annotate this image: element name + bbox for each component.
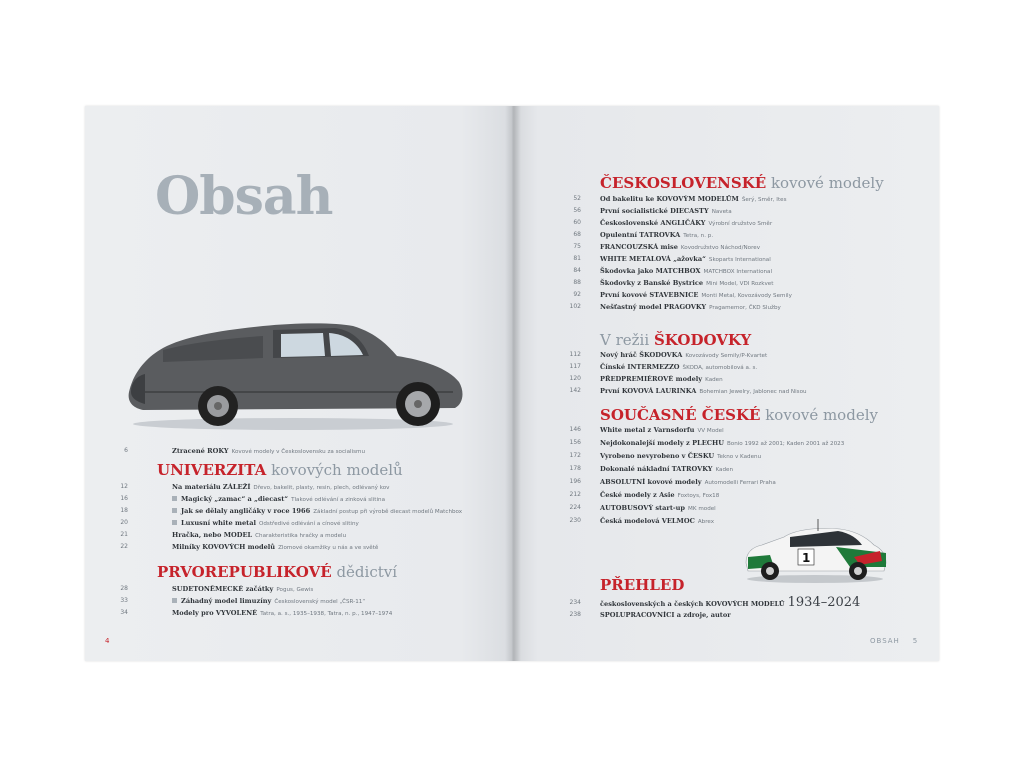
book-spread: Obsah 6 Ztracené ROKY Kovové modely v Československu za socialismu UNIVERZITA kovových modelů 12 Na materiálu ZÁLEŽÍ Dřevo, bakelit, plasty, resin, plech, odlévaný kov 16 Magický „zamac“ a „diecast“ Tlakové odlévání a zinková slitina 18 Jak se dělaly angličáky v roce 1966 Základní postup při výrobě diecast modelů Matchbox 20 Luxusní white metal Odstředivé odlévání a cínové slitiny 21 Hračka, nebo MODEL Charakteristika hračky a modelu 22 Milníky KOVOVÝCH modelů Zlomové okamžiky u nás a ve světě PRVOREPUBLIKOVÉ dědictví 28 SUDETONĚMECKÉ začátky Pogus, Gewis 33 Záhadný model limuzíny Československý model „ČSR-11“ 34 Modely pro VYVOLENÉ Tatra, a. s., 1935–1938, Tatra, n. p., 1947–1974 4 ČESKOSLOVENSKÉ kovové modely 52 Od bakelitu ke KOVOVÝM MODELŮM Šerý, Směr, Ites 56 První socialistické DIECASTY Naveta 60 Československé ANGLIČÁKY Výrobní družstvo Směr 68 Opulentní TATROVKA Tetra, n. p. 75 FRANCOUZSKÁ mise Kovodružstvo Náchod/Norev 81 WHITE METALOVÁ „ažovka“ Skoparts International 84 Škodovka jako MATCHBOX MATCHBOX International 88 Škodovky z Banské Bystrice Mini Model, VDI Rozkvet 92 První kovové STAVEBNICE Monti Metal, Kovozávody Semily 102 Nešťastný model PRAGOVKY Pragamemor, ČKD Služby V režii ŠKODOVKY 112 Nový hráč ŠKODOVKA Kovozávody Semily/P-Kvartet 117 Čínské INTERMEZZO ŠKODA, automobilová a. s. 120 PŘEDPREMIÉROVÉ modely Kaden 142 První KOVOVÁ LAURINKA Bohemian Jewelry, Jablonec nad Nisou SOUČASNÉ ČESKÉ kovové modely 146 White metal z Varnsdorfu VV Model 156 Nejdokonalejší modely z PLECHU Bonio 1992 až 2001; Kaden 2001 až 2023 172 Vyrobeno nevyrobeno v ČESKU Tekno v Kadenu 178 Dokonalé nákladní TATROVKY Kaden 196 ABSOLUTNÍ kovové modely Automodelli Ferrari Praha 212 České modely z Asie Foxtoys, Fox18 224 AUTOBUSOVÝ start-up MK model 230 Česká modelová VELMOC Abrex 1 PŘEHLED 234 československých a českých KOVOVÝCH MODELŮ 1934–2024 238 SPOLUPRACOVNÍCI a zdroje, autor OBSAH 5 — [85, 106, 939, 661]
bullet-icon — [172, 508, 177, 513]
entry-subtitle: Kovové modely v Československu za socialismu — [231, 449, 366, 455]
bullet-icon — [172, 520, 177, 525]
bullet-icon — [172, 496, 177, 501]
running-footer — [870, 637, 918, 645]
section-heading-soucasne: SOUČASNÉ ČESKÉ kovové modely — [600, 406, 878, 424]
tatra-car-icon — [123, 312, 471, 436]
section-heading-ceskoslovenske: ČESKOSLOVENSKÉ kovové modely — [600, 174, 884, 192]
section-heading-univerzita: UNIVERZITA kovových modelů — [157, 461, 403, 479]
section-heading-skodovky: V režii ŠKODOVKY — [600, 331, 752, 349]
svg-text:1: 1 — [802, 551, 811, 565]
page-number-left: 4 — [105, 637, 110, 645]
section-heading-prvorepublikove: PRVOREPUBLIKOVÉ dědictví — [157, 563, 398, 581]
page-number: 6 — [124, 447, 128, 454]
rally-car-icon — [740, 517, 890, 585]
bullet-icon — [172, 598, 177, 603]
page-number-right: 5 — [912, 637, 919, 645]
section-heading-prehled: PŘEHLED — [600, 576, 685, 594]
book-gutter — [505, 106, 521, 661]
page-title: Obsah — [155, 166, 333, 227]
footer-section-label: OBSAH — [870, 637, 900, 645]
entry-title: Ztracené ROKY — [172, 447, 229, 455]
years-range: 1934–2024 — [787, 595, 861, 610]
